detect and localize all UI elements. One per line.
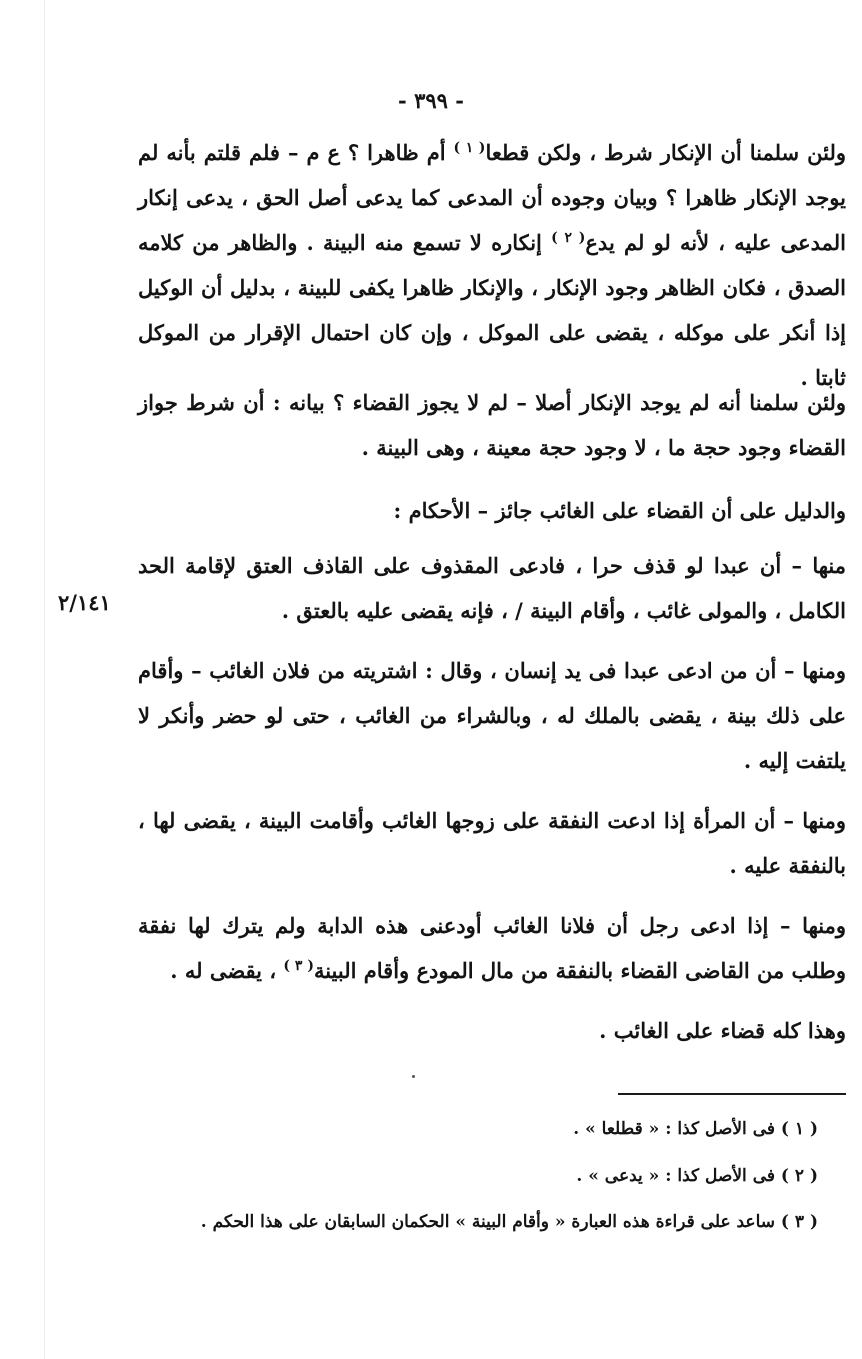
paragraph-1	[138, 130, 846, 400]
page-number: - ٣٩٩ -	[398, 88, 464, 113]
footnote-divider	[618, 1093, 846, 1095]
footnote-1: ( ١ ) فى الأصل كذا : « قطلعا » .	[573, 1119, 818, 1139]
paragraph-7-text-b: ، يقضى له .	[170, 958, 284, 983]
paragraph-1-text-c: إنكاره لا تسمع منه البينة . والظاهر من كلامه الصدق ، فكان الظاهر وجود الإنكار ، والإنكار ظاهرا يكفى للبينة ، بدليل أن الوكيل إذا أنكر على موكله ، يقضى على الموكل ، وإن كان احتمال الإقرار من الموكل ثابتا .	[138, 230, 846, 390]
paragraph-7-text-a: ومنها – إذا ادعى رجل أن فلانا الغائب أودعنى هذه الدابة ولم يترك لها نفقة وطلب من القاضى القضاء بالنفقة من مال المودع وأقام البينة	[138, 913, 846, 983]
margin-page-reference: ٢/١٤١	[58, 590, 111, 615]
footnote-marker-3: ( ٣ )	[283, 958, 314, 974]
paragraph-5: ومنها – أن من ادعى عبدا فى يد إنسان ، وقال : اشتريته من فلان الغائب – وأقام على ذلك بينة ، يقضى بالملك له ، وبالشراء من الغائب ، حتى لو حضر وأنكر لا يلتفت إليه .	[138, 658, 846, 773]
footnote-marker-2: ( ٢ )	[551, 230, 586, 246]
footnote-2: ( ٢ ) فى الأصل كذا : « يدعى » .	[576, 1166, 818, 1186]
paragraph-8: وهذا كله قضاء على الغائب .	[599, 1018, 846, 1043]
paragraph-6: ومنها – أن المرأة إذا ادعت النفقة على زوجها الغائب وأقامت البينة ، يقضى لها ، بالنفقة عليه .	[138, 808, 846, 878]
scan-edge-line	[44, 0, 45, 1359]
paragraph-1-text-b: أم ظاهرا ؟ ع م – فلم قلتم بأنه لم يوجد الإنكار ظاهرا ؟ وبيان وجوده أن المدعى كما يدعى أصل الحق ، يدعى إنكار المدعى عليه ، لأنه لو لم يدع	[138, 140, 846, 255]
paragraph-2: ولئن سلمنا أنه لم يوجد الإنكار أصلا – لم لا يجوز القضاء ؟ بيانه : أن شرط جواز القضاء وجود حجة ما ، لا وجود حجة معينة ، وهى البينة .	[138, 390, 846, 460]
paragraph-4: منها – أن عبدا لو قذف حرا ، فادعى المقذوف على القاذف العتق لإقامة الحد الكامل ، والمولى غائب ، وأقام البينة / ، فإنه يقضى عليه بالعتق .	[138, 553, 846, 623]
footnote-3: ( ٣ ) ساعد على قراءة هذه العبارة « وأقام البينة » الحكمان السابقان على هذا الحكم .	[200, 1212, 818, 1232]
footnote-marker-1: ( ١ )	[453, 140, 486, 156]
paragraph-1-text-a: ولئن سلمنا أن الإنكار شرط ، ولكن قطعا	[485, 140, 847, 165]
scan-speck	[412, 1075, 415, 1078]
paragraph-3: والدليل على أن القضاء على الغائب جائز – الأحكام :	[393, 498, 846, 523]
paragraph-7	[138, 903, 846, 993]
